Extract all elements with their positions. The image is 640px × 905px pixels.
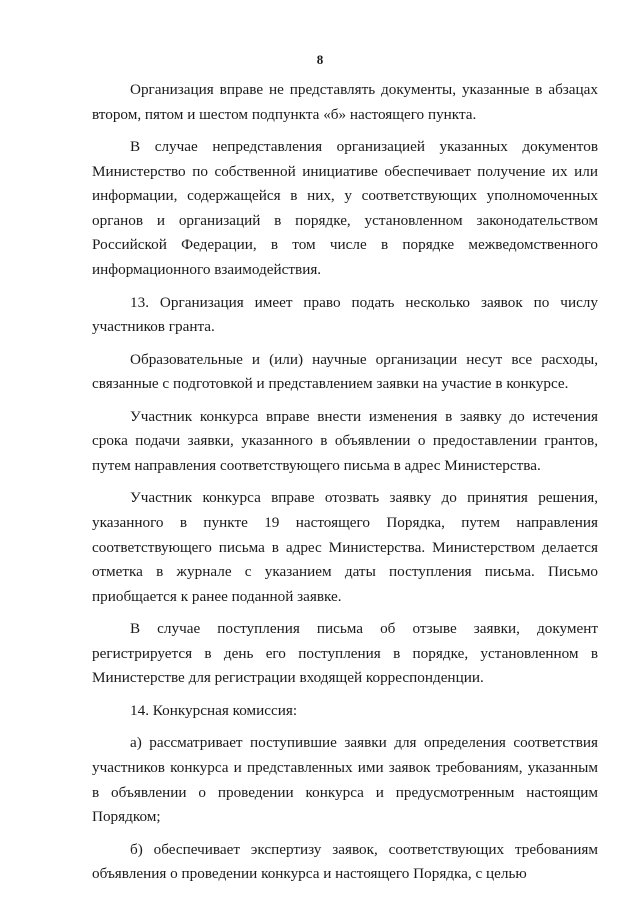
document-body: [92, 78, 598, 887]
paragraph: Участник конкурса вправе отозвать заявку до принятия решения, указанного в пункте 19 настоящего Порядка, путем направления соответствующего письма в адрес Министерства. Министерством делается отметка в журнале с указанием даты поступления письма. Письмо приобщается к ранее поданной заявке.: [92, 489, 598, 605]
paragraph: В случае непредставления организацией указанных документов Министерство по собственной инициативе обеспечивает получение их или информации, содержащейся в них, у соответствующих уполномоченных органов и организаций в порядке, установленном законодательством Российской Федерации, в том числе в порядке межведомственного информационного взаимодействия.: [92, 138, 598, 279]
page-number: 8: [316, 52, 324, 67]
paragraph: Организация вправе не представлять документы, указанные в абзацах втором, пятом и шестом подпункта «б» настоящего пункта.: [92, 81, 598, 123]
paragraph: Участник конкурса вправе внести изменения в заявку до истечения срока подачи заявки, указанного в объявлении о предоставлении грантов, путем направления соответствующего письма в адрес Министерства.: [92, 407, 598, 474]
paragraph: В случае поступления письма об отзыве заявки, документ регистрируется в день его поступления в порядке, установленном в Министерстве для регистрации входящей корреспонденции.: [92, 620, 598, 687]
paragraph: 13. Организация имеет право подать несколько заявок по числу участников гранта.: [92, 293, 598, 336]
paragraph: а) рассматривает поступившие заявки для определения соответствия участников конкурса и представленных ими заявок требованиям, указанным в объявлении о проведении конкурса и предусмотренным настоящим Порядком;: [92, 734, 598, 826]
paragraph: 14. Конкурсная комиссия:: [130, 701, 298, 719]
paragraph: б) обеспечивает экспертизу заявок, соответствующих требованиям объявления о проведении конкурса и настоящего Порядка, с целью: [92, 840, 598, 883]
paragraph: Образовательные и (или) научные организации несут все расходы, связанные с подготовкой и представлением заявки на участие в конкурсе.: [92, 350, 598, 393]
